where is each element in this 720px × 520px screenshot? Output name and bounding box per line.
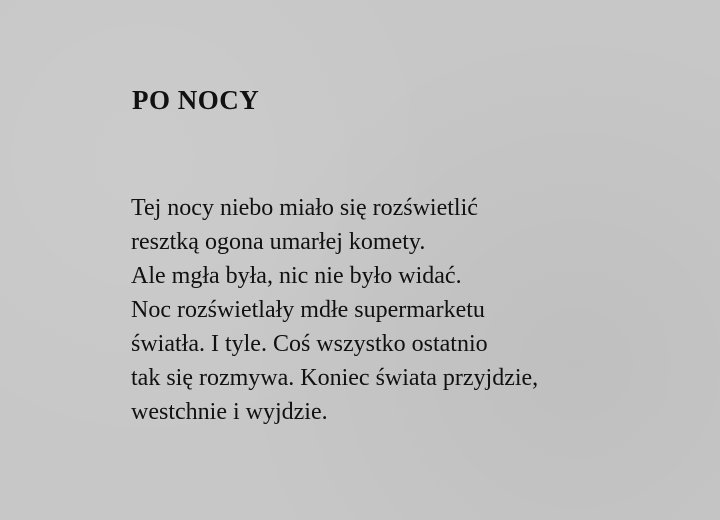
poem-title: PO NOCY: [132, 85, 260, 115]
poem-line: Ale mgła była, nic nie było widać.: [131, 263, 462, 289]
poem-line: resztką ogona umarłej komety.: [131, 229, 426, 255]
poem-line: westchnie i wyjdzie.: [131, 399, 328, 425]
poem-line: Noc rozświetlały mdłe supermarketu: [131, 297, 485, 323]
poem-line: światła. I tyle. Coś wszystko ostatnio: [131, 331, 488, 357]
poem-body: [131, 191, 538, 429]
poem-line: tak się rozmywa. Koniec świata przyjdzie,: [131, 365, 539, 391]
poem-line: Tej nocy niebo miało się rozświetlić: [131, 195, 478, 221]
